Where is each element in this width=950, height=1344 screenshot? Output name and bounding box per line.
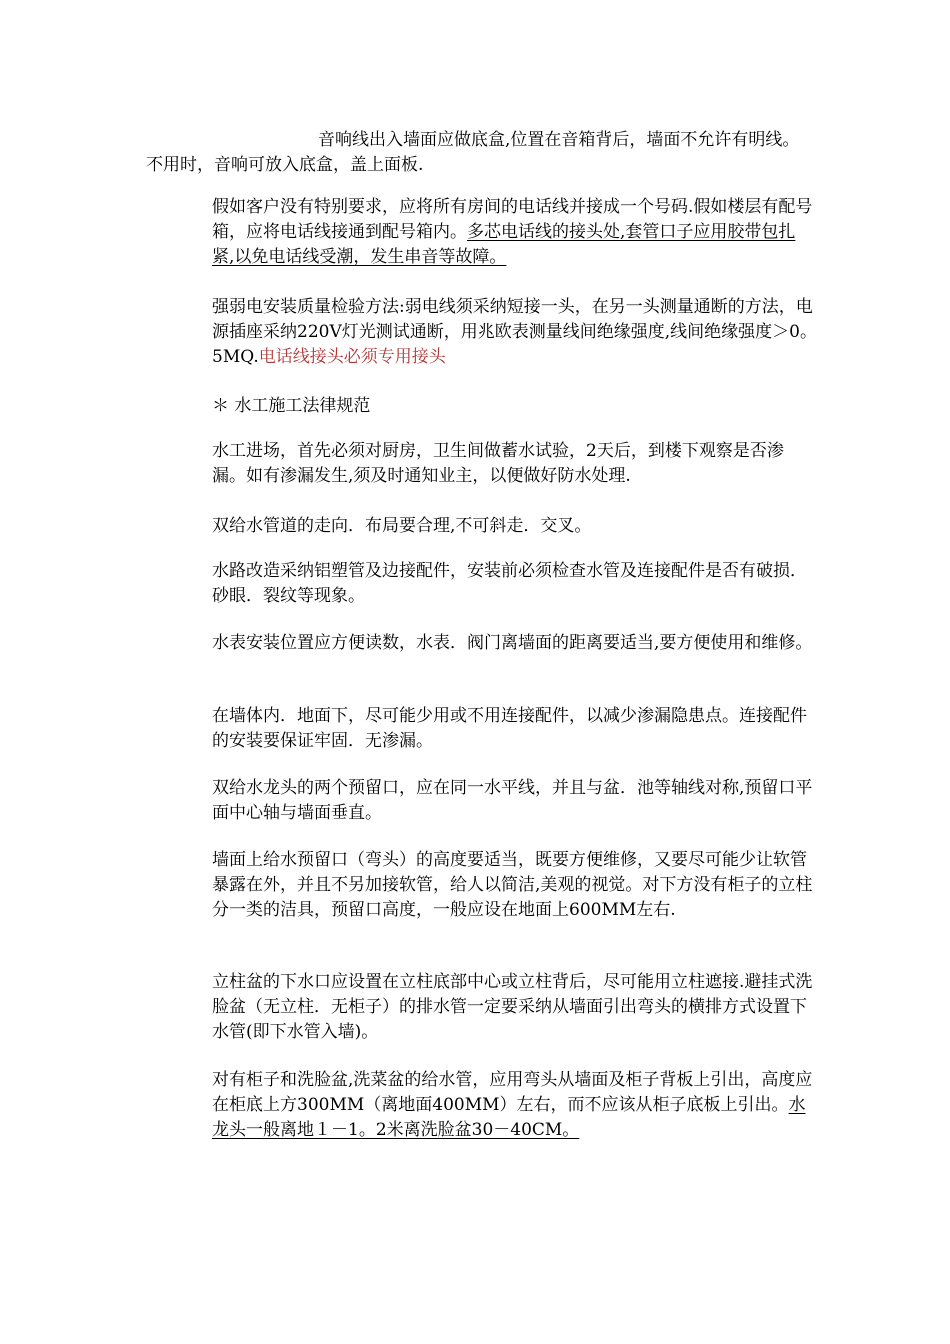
highlighted-text: 电话线接头必须专用接头 <box>258 347 446 367</box>
paragraph-text: 强弱电安装质量检验方法:弱电线须采纳短接一头，在另一头测量通断的方法，电源插座采纳220V灯光测试通断，用兆欧表测量线间绝缘强度,线间绝缘强度＞0。5MQ. <box>212 297 817 367</box>
paragraph-audio-wiring <box>146 128 816 178</box>
paragraph-inspection-method <box>212 295 817 370</box>
paragraph-water-test: 水工进场，首先必须对厨房，卫生间做蓄水试验，2天后，到楼下观察是否渗漏。如有渗漏发生,须及时通知业主，以便做好防水处理. <box>212 441 784 486</box>
paragraph-text: 假如客户没有特别要求，应将所有房间的电话线并接成一个号码.假如楼层有配号箱，应将电话线接通到配号箱内。 <box>212 197 813 242</box>
paragraph-meter-position: 水表安装位置应方便读数，水表．阀门离墙面的距离要适当,要方便使用和维修。 <box>212 633 813 653</box>
paragraph-text: 音响线出入墙面应做底盒,位置在音箱背后，墙面不允许有明线。不用时，音响可放入底盒，盖上面板. <box>146 130 800 175</box>
paragraph-drain-position: 立柱盆的下水口应设置在立柱底部中心或立柱背后，尽可能用立柱遮接.避挂式洗脸盆（无立柱．无柜子）的排水管一定要采纳从墙面引出弯头的横排方式设置下水管(即下水管入墙)。 <box>212 972 813 1042</box>
paragraph-text: 对有柜子和洗脸盆,洗菜盆的给水管，应用弯头从墙面及柜子背板上引出，高度应在柜底上方300MM（离地面400MM）左右，而不应该从柜子底板上引出。 <box>212 1070 813 1115</box>
paragraph-phone-lines <box>212 195 817 270</box>
section-heading: ＊ 水工施工法律规范 <box>212 396 371 416</box>
underlined-text: 多芯电话线的接头处,套管口子应用胶带包扎紧,以免电话线受潮，发生串音等故障。 <box>212 222 796 267</box>
paragraph-faucet-outlets: 双给水龙头的两个预留口，应在同一水平线，并且与盆．池等轴线对称,预留口平面中心轴与墙面垂直。 <box>212 778 813 823</box>
paragraph-cabinet-supply <box>212 1068 817 1143</box>
paragraph-pipe-materials: 水路改造采纳铝塑管及边接配件，安装前必须检查水管及连接配件是否有破损．砂眼．裂纹等现象。 <box>212 561 807 606</box>
underlined-text: 水龙头一般离地１－1。2米离洗脸盆30－40CM。 <box>212 1095 806 1140</box>
paragraph-pipe-layout: 双给水管道的走向．布局要合理,不可斜走．交叉。 <box>212 516 592 536</box>
paragraph-outlet-height: 墙面上给水预留口（弯头）的高度要适当，既要方便维修，又要尽可能少让软管暴露在外，并且不另加接软管，给人以简洁,美观的视觉。对下方没有柜子的立柱分一类的洁具，预留口高度，一般应设在地面上600MM左右. <box>212 850 813 920</box>
paragraph-fittings: 在墙体内．地面下，尽可能少用或不用连接配件，以减少渗漏隐患点。连接配件的安装要保证牢固．无渗漏。 <box>212 706 807 751</box>
